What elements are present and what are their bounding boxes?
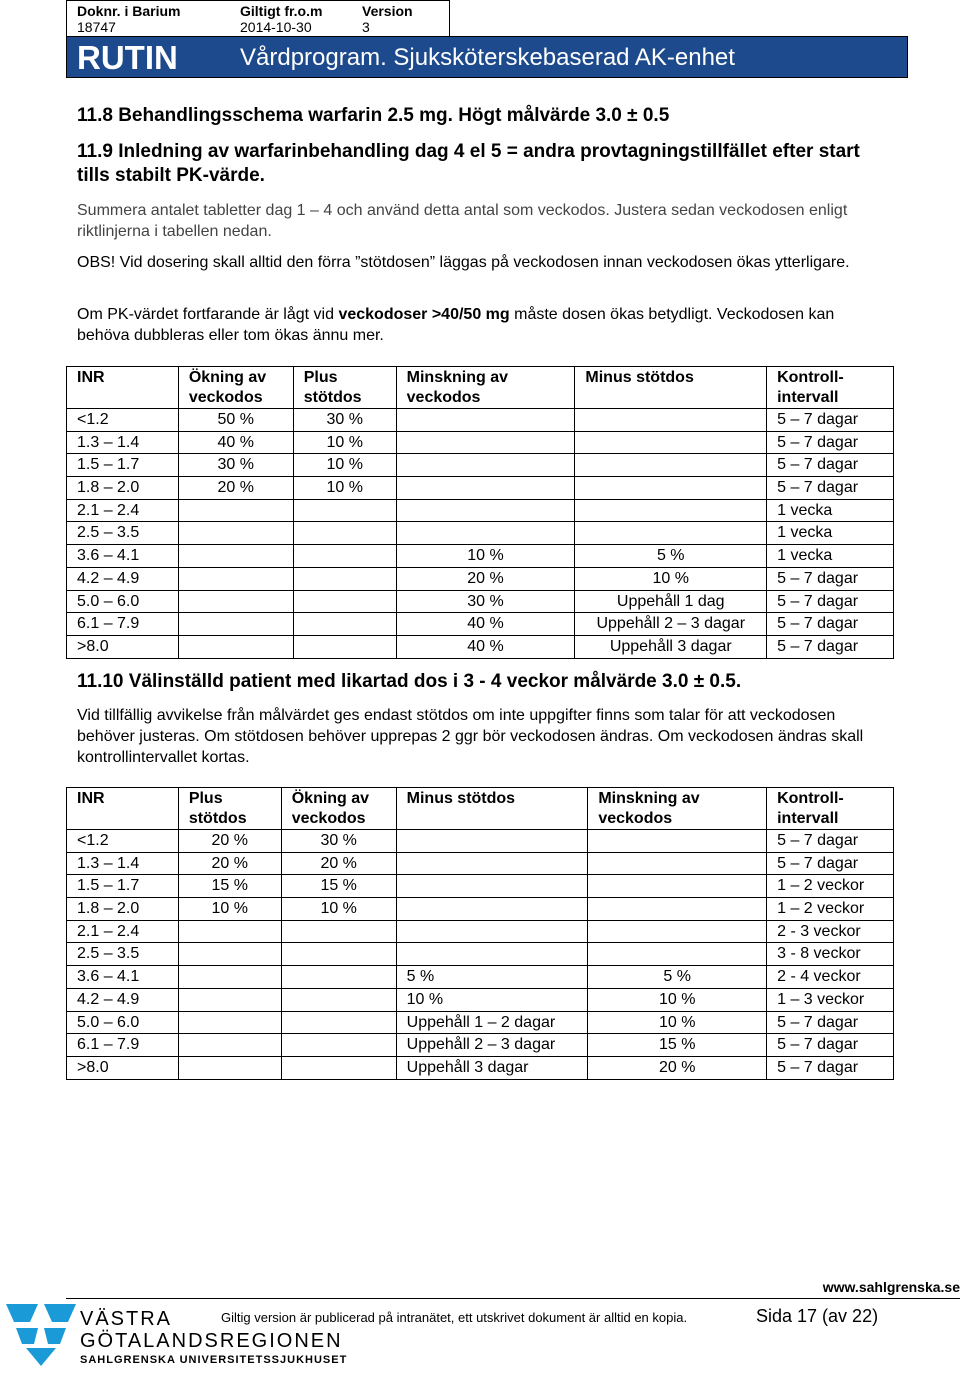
table-cell: 3 - 8 veckor <box>767 943 894 966</box>
table-cell <box>293 567 396 590</box>
table-cell <box>396 499 575 522</box>
table-cell <box>293 499 396 522</box>
table-cell: 10 % <box>588 988 767 1011</box>
table-cell <box>588 920 767 943</box>
heading-11-8: 11.8 Behandlingsschema warfarin 2.5 mg. Högt målvärde 3.0 ± 0.5 <box>77 105 670 126</box>
table-cell <box>396 852 588 875</box>
column-header: Kontroll-intervall <box>767 788 894 830</box>
table-cell <box>178 522 293 545</box>
column-header: INR <box>67 788 179 830</box>
table-cell: 40 % <box>178 431 293 454</box>
table-cell: 2.5 – 3.5 <box>67 522 179 545</box>
table-cell: 10 % <box>281 898 396 921</box>
table-cell <box>575 409 767 432</box>
table-cell <box>575 499 767 522</box>
doctype-label: RUTIN <box>77 39 178 76</box>
table-cell <box>178 499 293 522</box>
table-cell <box>396 431 575 454</box>
column-header: Minskning av veckodos <box>588 788 767 830</box>
paragraph-summera: Summera antalet tabletter dag 1 – 4 och använd detta antal som veckodos. Justera sedan veckodosen enligt riktlinjerna i tabellen nedan. <box>77 202 848 240</box>
footer-validity-note: Giltig version är publicerad på intranätet, ett utskrivet dokument är alltid en kopia. <box>221 1310 688 1325</box>
table-cell <box>575 431 767 454</box>
table-cell <box>178 635 293 658</box>
table-cell: 5 – 7 dagar <box>767 409 894 432</box>
table-cell <box>588 875 767 898</box>
table-row <box>67 635 894 658</box>
table-cell <box>575 477 767 500</box>
table-cell <box>575 454 767 477</box>
table-cell: 5 – 7 dagar <box>767 454 894 477</box>
table-cell: >8.0 <box>67 635 179 658</box>
table-cell: Uppehåll 1 – 2 dagar <box>396 1011 588 1034</box>
table-cell <box>178 1011 281 1034</box>
paragraph-obs: OBS! Vid dosering skall alltid den förra ”stötdosen” läggas på veckodosen innan veckodosen ökas ytterligare. <box>77 254 850 271</box>
table-cell: 5 % <box>396 966 588 989</box>
table-cell: 10 % <box>575 567 767 590</box>
table-cell: 40 % <box>396 613 575 636</box>
table-cell <box>293 590 396 613</box>
table-cell <box>588 830 767 853</box>
table-cell: 30 % <box>281 830 396 853</box>
table-row <box>67 852 894 875</box>
table-cell: 5 – 7 dagar <box>767 1034 894 1057</box>
table-cell: 1 vecka <box>767 522 894 545</box>
table-cell: 20 % <box>588 1056 767 1079</box>
table-cell: 5 – 7 dagar <box>767 477 894 500</box>
table-cell: 1 – 2 veckor <box>767 875 894 898</box>
column-header: INR <box>67 367 179 409</box>
table-cell: 30 % <box>293 409 396 432</box>
table-cell: 40 % <box>396 635 575 658</box>
table-cell: 2.1 – 2.4 <box>67 920 179 943</box>
table-cell: 10 % <box>293 431 396 454</box>
table-cell: 5.0 – 6.0 <box>67 590 179 613</box>
table-cell: 20 % <box>396 567 575 590</box>
table-cell: 10 % <box>588 1011 767 1034</box>
table-cell <box>293 635 396 658</box>
table-row <box>67 545 894 568</box>
table-cell: 4.2 – 4.9 <box>67 567 179 590</box>
table-cell: 3.6 – 4.1 <box>67 545 179 568</box>
column-header: Minus stötdos <box>575 367 767 409</box>
table-cell: 5 – 7 dagar <box>767 635 894 658</box>
table-cell <box>281 966 396 989</box>
table-row <box>67 431 894 454</box>
table-cell: <1.2 <box>67 409 179 432</box>
table-cell: 5 – 7 dagar <box>767 431 894 454</box>
table-cell: 1 vecka <box>767 545 894 568</box>
table-row <box>67 454 894 477</box>
table-cell: 10 % <box>293 454 396 477</box>
table-cell <box>396 409 575 432</box>
table-cell: 1 – 3 veckor <box>767 988 894 1011</box>
heading-11-10: 11.10 Välinställd patient med likartad dos i 3 - 4 veckor målvärde 3.0 ± 0.5. <box>77 671 742 692</box>
table-cell: 10 % <box>178 898 281 921</box>
table-cell: 2.1 – 2.4 <box>67 499 179 522</box>
table-cell <box>281 1034 396 1057</box>
page-number: Sida 17 (av 22) <box>756 1306 879 1326</box>
valid-from-label: Giltigt fr.o.m <box>240 3 323 19</box>
table-cell: 5 – 7 dagar <box>767 852 894 875</box>
table-cell: 30 % <box>178 454 293 477</box>
table-cell: 20 % <box>178 830 281 853</box>
document-title: Vårdprogram. Sjuksköterskebaserad AK-enhet <box>240 44 735 71</box>
version-value: 3 <box>362 19 370 35</box>
column-header: Plus stötdos <box>178 788 281 830</box>
table-cell <box>588 898 767 921</box>
table-cell <box>293 613 396 636</box>
table-cell: 4.2 – 4.9 <box>67 988 179 1011</box>
table-row <box>67 409 894 432</box>
table-cell: 2 - 4 veckor <box>767 966 894 989</box>
table-cell <box>293 522 396 545</box>
table-cell: 5 – 7 dagar <box>767 1011 894 1034</box>
table-cell: 3.6 – 4.1 <box>67 966 179 989</box>
table-cell <box>575 522 767 545</box>
title-banner <box>66 36 908 78</box>
table-cell <box>396 454 575 477</box>
vgr-logo-icon <box>4 1300 78 1368</box>
table-cell: Uppehåll 2 – 3 dagar <box>575 613 767 636</box>
table-cell: 1.5 – 1.7 <box>67 454 179 477</box>
paragraph-valinstalld: Vid tillfällig avvikelse från målvärdet ges endast stötdos om inte uppgifter finns som talar för att veckodosen behöver justeras. Om stötdosen behöver upprepas 2 ggr bör veckodosen ändras. Om veckodosen ändras skall kontrollintervallet kortas. <box>77 707 864 766</box>
table-cell <box>178 567 293 590</box>
table-cell: 1.8 – 2.0 <box>67 898 179 921</box>
footer-divider <box>66 1298 960 1299</box>
table-cell <box>281 1056 396 1079</box>
valid-from-value: 2014-10-30 <box>240 19 312 35</box>
table-cell <box>396 830 588 853</box>
table-cell <box>281 920 396 943</box>
table-row <box>67 830 894 853</box>
dosing-table-initiation <box>66 366 894 659</box>
dosing-table-stable <box>66 787 894 1080</box>
version-label: Version <box>362 3 413 19</box>
table-cell: 6.1 – 7.9 <box>67 1034 179 1057</box>
table-cell: 5 – 7 dagar <box>767 1056 894 1079</box>
table-cell <box>588 943 767 966</box>
column-header: Ökning av veckodos <box>281 788 396 830</box>
table-row <box>67 943 894 966</box>
table-cell <box>178 966 281 989</box>
table-cell: 20 % <box>178 852 281 875</box>
table-cell: 5 – 7 dagar <box>767 590 894 613</box>
table-cell <box>281 943 396 966</box>
table-cell: 1.8 – 2.0 <box>67 477 179 500</box>
table-cell: 5 % <box>575 545 767 568</box>
table-cell: 15 % <box>178 875 281 898</box>
table-cell: 2 - 3 veckor <box>767 920 894 943</box>
table-header-row <box>67 788 894 830</box>
table-cell: Uppehåll 3 dagar <box>575 635 767 658</box>
column-header: Minskning av veckodos <box>396 367 575 409</box>
table-cell: 15 % <box>588 1034 767 1057</box>
column-header: Ökning av veckodos <box>178 367 293 409</box>
logo-text-vastra: VÄSTRA <box>80 1308 173 1330</box>
table-row <box>67 522 894 545</box>
table-cell: 20 % <box>178 477 293 500</box>
table-cell <box>396 477 575 500</box>
table-cell: 10 % <box>396 988 588 1011</box>
table-cell: 1.3 – 1.4 <box>67 431 179 454</box>
table-row <box>67 477 894 500</box>
table-cell <box>396 522 575 545</box>
table-cell: 5 – 7 dagar <box>767 830 894 853</box>
table-body <box>67 830 894 1080</box>
logo-text-hospital: SAHLGRENSKA UNIVERSITETSSJUKHUSET <box>80 1354 348 1366</box>
table-cell: 6.1 – 7.9 <box>67 613 179 636</box>
table-cell: 1 – 2 veckor <box>767 898 894 921</box>
table-row <box>67 1011 894 1034</box>
table-cell <box>178 920 281 943</box>
table-row <box>67 499 894 522</box>
docnr-label: Doknr. i Barium <box>77 3 181 19</box>
table-cell: 15 % <box>281 875 396 898</box>
table-row <box>67 988 894 1011</box>
table-row <box>67 613 894 636</box>
table-cell: 10 % <box>293 477 396 500</box>
column-header: Minus stötdos <box>396 788 588 830</box>
table-cell: >8.0 <box>67 1056 179 1079</box>
table-cell: Uppehåll 1 dag <box>575 590 767 613</box>
table-cell <box>588 852 767 875</box>
table-cell <box>178 943 281 966</box>
logo-text-region: GÖTALANDSREGIONEN <box>80 1330 343 1352</box>
table-cell: 1.3 – 1.4 <box>67 852 179 875</box>
table-cell: 1 vecka <box>767 499 894 522</box>
table-cell: Uppehåll 3 dagar <box>396 1056 588 1079</box>
table-row <box>67 590 894 613</box>
table-cell: <1.2 <box>67 830 179 853</box>
table-cell <box>178 1056 281 1079</box>
footer-url: www.sahlgrenska.se <box>822 1279 960 1295</box>
table-cell <box>178 545 293 568</box>
table-cell <box>396 943 588 966</box>
table-cell <box>281 1011 396 1034</box>
table-row <box>67 1056 894 1079</box>
table-cell: 10 % <box>396 545 575 568</box>
table-body <box>67 409 894 659</box>
table-cell <box>178 590 293 613</box>
table-cell <box>396 875 588 898</box>
column-header: Plus stötdos <box>293 367 396 409</box>
table-cell: 20 % <box>281 852 396 875</box>
table-cell <box>178 988 281 1011</box>
table-cell <box>178 1034 281 1057</box>
table-cell: 1.5 – 1.7 <box>67 875 179 898</box>
column-header: Kontroll-intervall <box>767 367 894 409</box>
table-cell <box>293 545 396 568</box>
table-cell <box>281 988 396 1011</box>
table-cell: 2.5 – 3.5 <box>67 943 179 966</box>
table-cell <box>178 613 293 636</box>
table-cell <box>396 898 588 921</box>
table-cell: 30 % <box>396 590 575 613</box>
table-cell: 5 – 7 dagar <box>767 613 894 636</box>
table-cell: 50 % <box>178 409 293 432</box>
table-cell <box>396 920 588 943</box>
table-row <box>67 567 894 590</box>
table-header-row <box>67 367 894 409</box>
docnr-value: 18747 <box>77 19 116 35</box>
table-row <box>67 875 894 898</box>
table-row <box>67 898 894 921</box>
table-cell: 5 – 7 dagar <box>767 567 894 590</box>
paragraph-pk-varde: Om PK-värdet fortfarande är lågt vid veckodoser >40/50 mg måste dosen ökas betydligt. Veckodosen kan behöva dubbleras eller tom ökas ännu mer. <box>77 306 835 344</box>
table-cell: Uppehåll 2 – 3 dagar <box>396 1034 588 1057</box>
heading-11-9: 11.9 Inledning av warfarinbehandling dag 4 el 5 = andra provtagningstillfället efter start tills stabilt PK-värde. <box>77 141 860 186</box>
table-row <box>67 920 894 943</box>
table-cell: 5 % <box>588 966 767 989</box>
table-cell: 5.0 – 6.0 <box>67 1011 179 1034</box>
table-row <box>67 1034 894 1057</box>
table-row <box>67 966 894 989</box>
